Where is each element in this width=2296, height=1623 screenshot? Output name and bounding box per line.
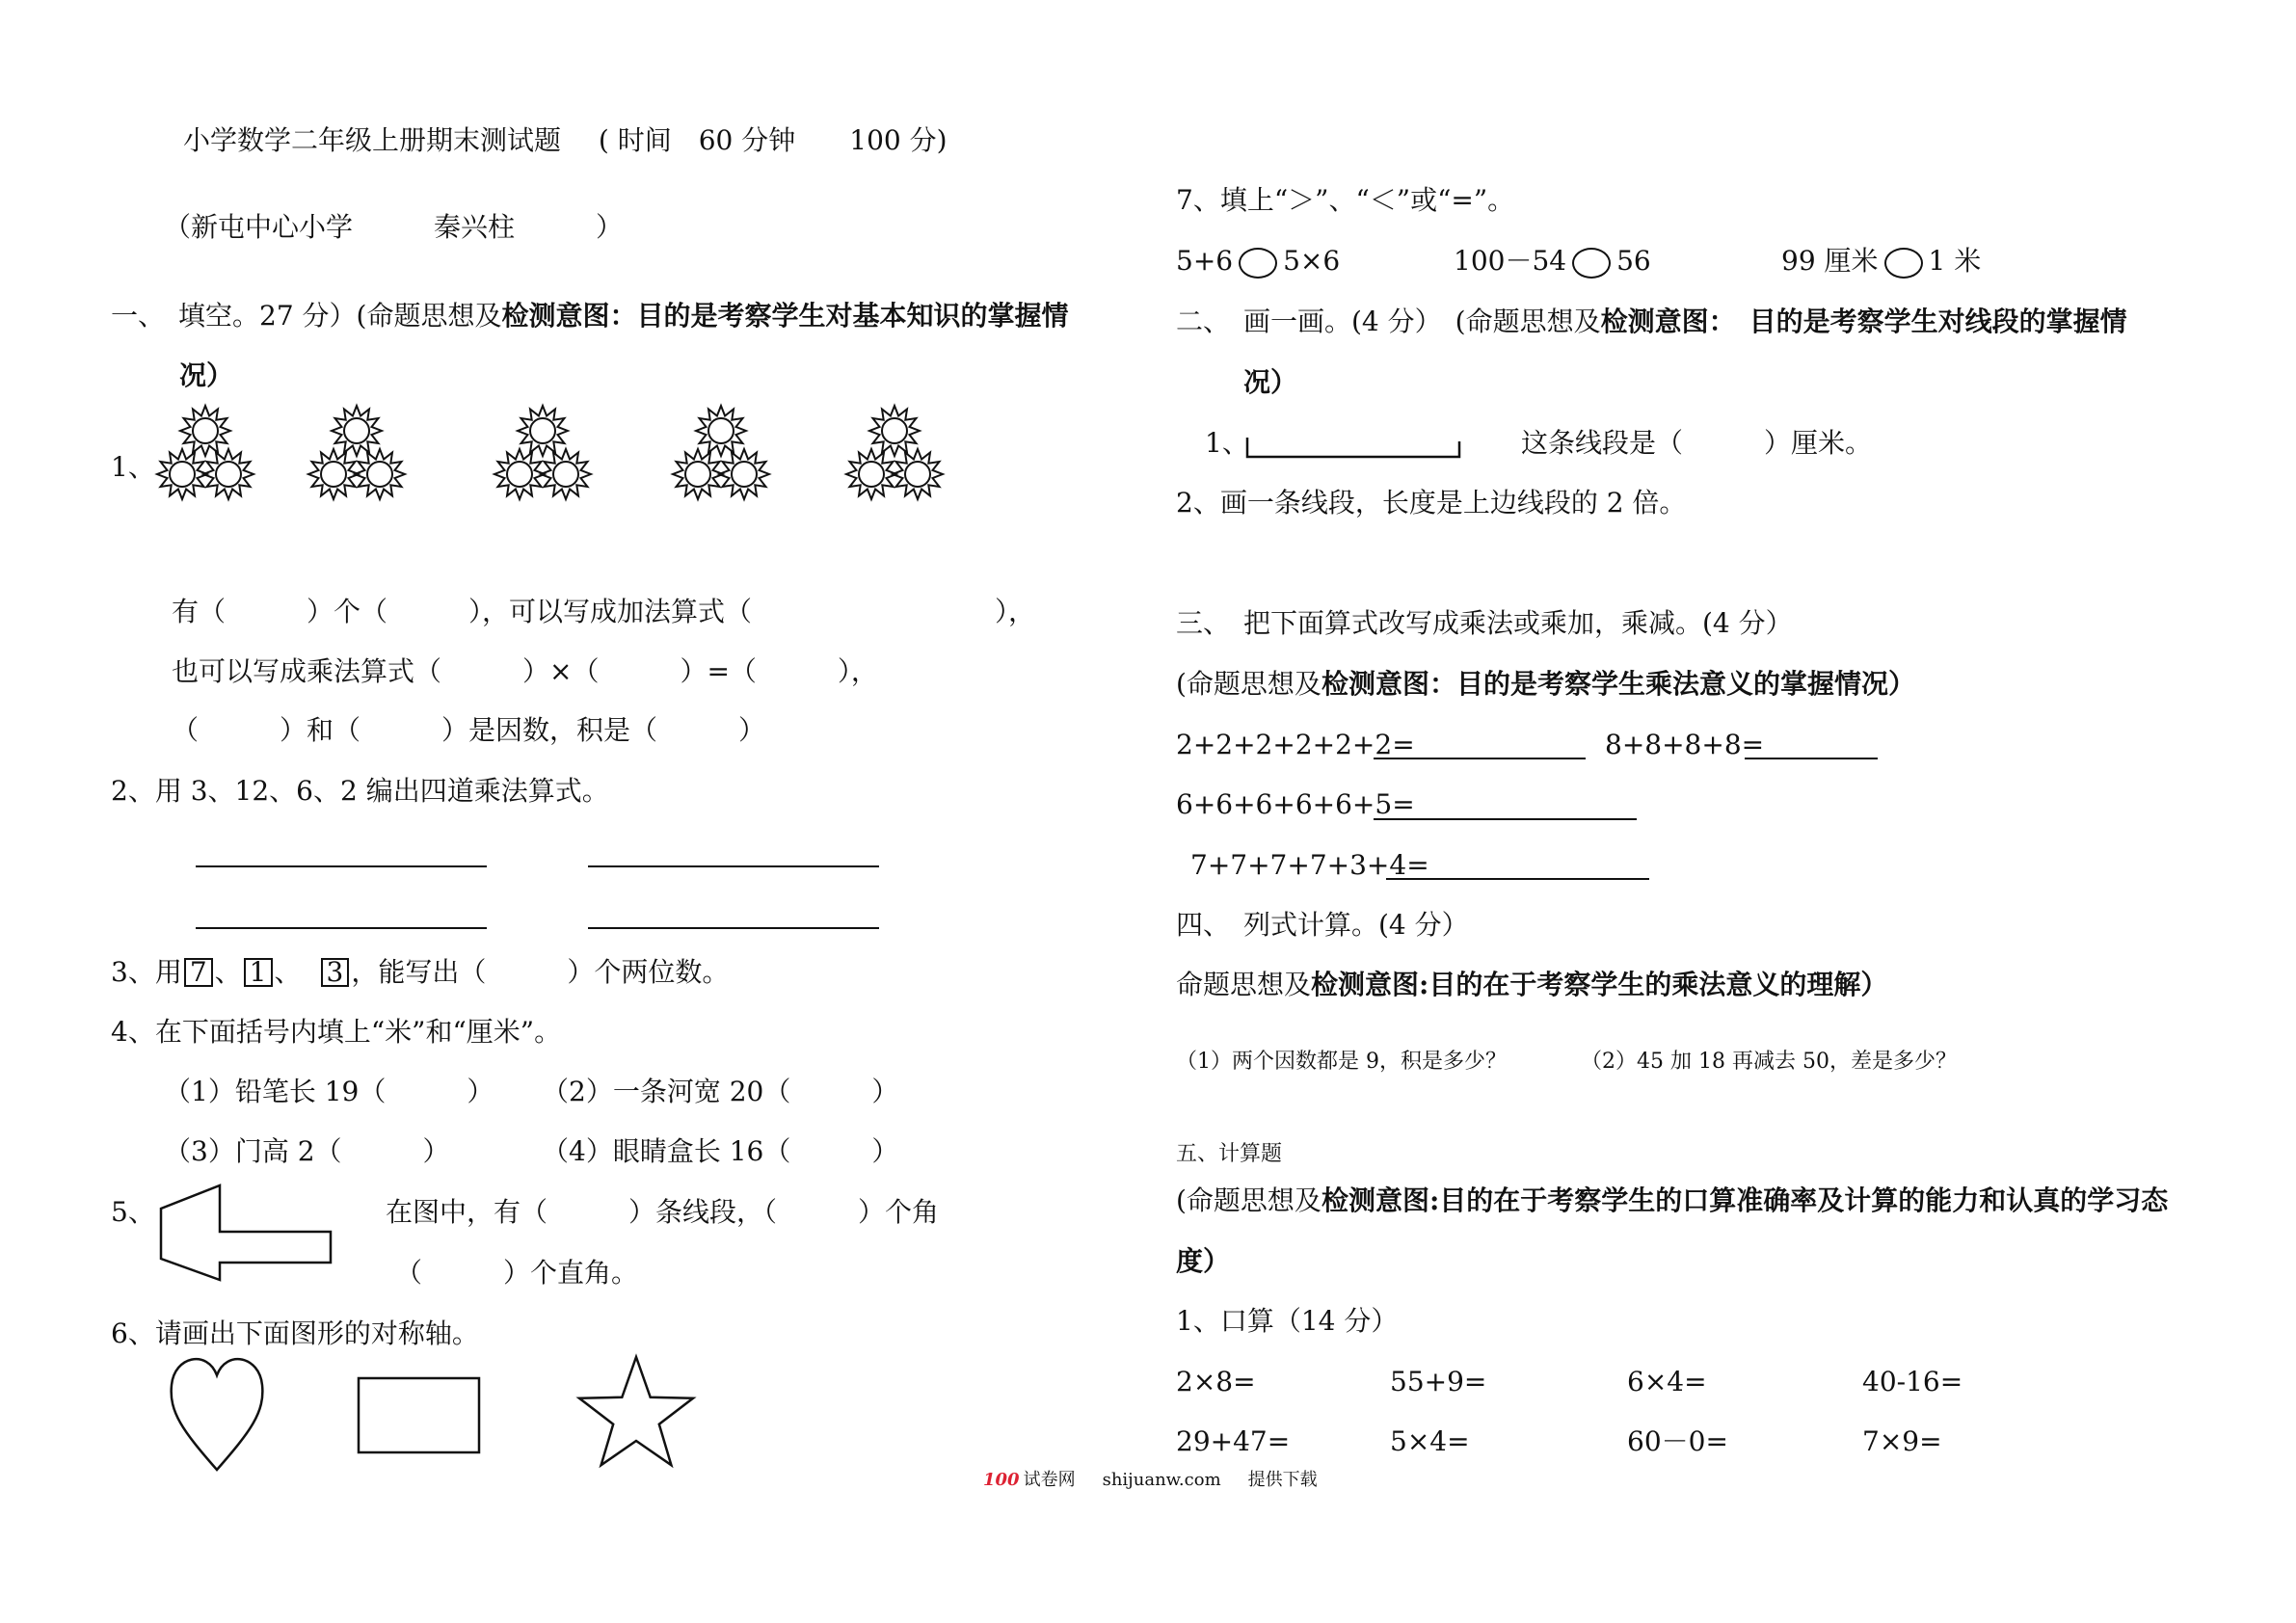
section-1-heading-bold: 检测意图：目的是考察学生对基本知识的掌握情: [501, 300, 1069, 332]
q1-line-2: 也可以写成乘法算式（ ）×（ ）=（ ），: [172, 655, 878, 687]
s3-expression-3: 6+6+6+6+6+5=: [1176, 788, 1415, 820]
calc-item: 29+47=: [1176, 1425, 1291, 1457]
sun-icon: [696, 406, 746, 456]
site-logo: 100: [983, 1470, 1020, 1490]
section-3-heading: 三、 把下面算式改写成乘法或乘加，乘减。(4 分）: [1176, 607, 1793, 639]
section-5-note-bold: 检测意图:目的在于考察学生的口算准确率及计算的能力和认真的学习态: [1321, 1184, 2169, 1216]
sun-icon: [869, 406, 920, 456]
q5-line-2: （ ）个直角。: [395, 1257, 639, 1289]
q7-compare-b: [1454, 242, 1651, 280]
s3-expression-2: 8+8+8+8=: [1605, 729, 1765, 760]
section-2-heading-text: 二、 画一画。(4 分） (命题思想及: [1176, 306, 1601, 337]
q4-item-d: （4）眼睛盒长 16（ ）: [542, 1135, 899, 1167]
sun-icon: [308, 449, 359, 499]
school-line: （新屯中心小学 秦兴柱 ）: [164, 211, 624, 243]
answer-line[interactable]: [1745, 758, 1878, 759]
sun-icon: [180, 406, 230, 456]
answer-line[interactable]: [588, 927, 879, 929]
s4-question-1: （1）两个因数都是 9，积是多少？: [1176, 1050, 1507, 1074]
s3-expression-4: 7+7+7+7+3+4=: [1190, 849, 1429, 881]
q1-line-3: （ ）和（ ）是因数，积是（ ）: [172, 714, 766, 746]
answer-line[interactable]: [1386, 878, 1649, 880]
q5-line-1: 在图中，有（ ）条线段，（ ）个角: [386, 1196, 940, 1228]
section-5-note-cont: 度）: [1176, 1245, 1231, 1277]
calc-item: 55+9=: [1390, 1366, 1487, 1397]
title-text: 小学数学二年级上册期末测试题: [183, 124, 562, 156]
left-column: [0, 0, 1147, 1623]
section-1-heading-text: 一、 填空。27 分）(命题思想及: [111, 300, 502, 332]
compare-oval[interactable]: [1572, 248, 1611, 279]
q7-text: 7、填上“＞”、“＜”或“=”。: [1176, 184, 1515, 216]
section-4-note-bold: 检测意图:目的在于考察学生的乘法意义的理解）: [1311, 969, 1888, 1000]
section-2-heading-bold: 检测意图： 目的是考察学生对线段的掌握情: [1600, 306, 2127, 337]
q7-compare-a: [1176, 242, 1340, 280]
q4-item-b: （2）一条河宽 20（ ）: [542, 1076, 899, 1107]
digit-card: 3: [321, 958, 350, 987]
symmetry-shapes-figure: [164, 1344, 742, 1479]
section-3-note: [1176, 665, 1915, 704]
section-2-heading: [1176, 303, 2127, 341]
section-3-note-prefix: (命题思想及: [1176, 668, 1322, 700]
download-note: 提供下载: [1247, 1470, 1318, 1490]
q6-text: 6、请画出下面图形的对称轴。: [111, 1317, 479, 1349]
sun-icon: [518, 406, 568, 456]
calc-item: 40-16=: [1862, 1366, 1963, 1397]
q4-item-a: （1）铅笔长 19（ ）: [164, 1076, 494, 1107]
section-3-note-bold: 检测意图：目的是考察学生乘法意义的掌握情况）: [1321, 668, 1915, 700]
digit-card: 7: [184, 958, 213, 987]
q3-text: [111, 953, 729, 992]
time-info: ( 时间 60 分钟 100 分): [598, 124, 948, 156]
heart-shape: [172, 1359, 263, 1470]
line-segment-figure: [1245, 434, 1467, 463]
sun-icon: [494, 449, 545, 499]
digit-card: 1: [244, 958, 273, 987]
sun-icon: [719, 449, 769, 499]
sun-icon: [893, 449, 943, 499]
calc-item: 5×4=: [1390, 1425, 1470, 1457]
s2-q2-text: 2、画一条线段，长度是上边线段的 2 倍。: [1176, 487, 1687, 519]
s2-q1-label: 1、: [1205, 427, 1249, 459]
compare-oval[interactable]: [1884, 248, 1923, 279]
section-5-heading: 五、计算题: [1176, 1142, 1283, 1166]
q3-separator: 、: [214, 956, 242, 988]
compare-right: 5×6: [1283, 245, 1341, 277]
q3-suffix: ，能写出（ ）个两位数。: [351, 956, 730, 988]
s2-q1-text: 这条线段是（ ）厘米。: [1521, 427, 1873, 459]
compare-right: 56: [1616, 245, 1651, 277]
sun-icon: [355, 449, 405, 499]
arrow-shape-figure: [159, 1184, 342, 1290]
section-1-heading: [111, 297, 1068, 335]
s4-question-2: （2）45 加 18 再减去 50，差是多少？: [1581, 1050, 1957, 1074]
answer-line[interactable]: [196, 865, 487, 867]
q3-prefix: 3、用: [111, 956, 182, 988]
section-4-heading: 四、 列式计算。(4 分）: [1176, 909, 1469, 941]
q2-text: 2、用 3、12、6、2 编出四道乘法算式。: [111, 775, 609, 807]
answer-line[interactable]: [1374, 758, 1586, 759]
q4-text: 4、在下面括号内填上“米”和“厘米”。: [111, 1016, 562, 1048]
sun-icon: [673, 449, 723, 499]
q4-item-c: （3）门高 2（ ）: [164, 1135, 450, 1167]
compare-left: 99 厘米: [1781, 245, 1879, 277]
s3-expression-1: 2+2+2+2+2+2=: [1176, 729, 1415, 760]
sun-icon: [157, 449, 207, 499]
footer-watermark: [983, 1467, 1345, 1494]
q1-label: 1、: [111, 451, 155, 483]
section-5-note-prefix: (命题思想及: [1176, 1184, 1322, 1216]
site-url: shijuanw.com: [1102, 1470, 1221, 1490]
star-shape: [579, 1357, 693, 1465]
compare-left: 5+6: [1176, 245, 1234, 277]
section-2-heading-cont: 况）: [1243, 366, 1298, 398]
answer-line[interactable]: [1374, 818, 1637, 820]
q1-line-1: 有（ ）个（ ），可以写成加法算式（ ），: [172, 596, 1036, 627]
right-column: [1147, 0, 2296, 1623]
q3-separator: 、: [274, 956, 302, 988]
calc-item: 60－0=: [1627, 1425, 1728, 1457]
site-name: 试卷网: [1023, 1470, 1076, 1490]
section-1-heading-cont: 况）: [179, 359, 234, 391]
answer-line[interactable]: [196, 927, 487, 929]
section-5-note: [1176, 1182, 2168, 1220]
rectangle-shape: [359, 1378, 479, 1452]
q5-label: 5、: [111, 1196, 155, 1228]
calc-item: 7×9=: [1862, 1425, 1942, 1457]
compare-right: 1 米: [1928, 245, 1982, 277]
section-4-note-prefix: 命题思想及: [1176, 969, 1312, 1000]
sun-icon: [332, 406, 382, 456]
calc-item: 6×4=: [1627, 1366, 1707, 1397]
page-title: [183, 121, 948, 160]
s5-question-1: 1、口算（14 分）: [1176, 1305, 1399, 1337]
q7-compare-c: [1781, 242, 1981, 280]
compare-oval[interactable]: [1239, 248, 1277, 279]
sun-groups-figure: [0, 395, 1147, 511]
answer-line[interactable]: [588, 865, 879, 867]
compare-left: 100－54: [1454, 245, 1567, 277]
sun-icon: [541, 449, 591, 499]
calc-item: 2×8=: [1176, 1366, 1256, 1397]
sun-icon: [846, 449, 896, 499]
sun-icon: [203, 449, 254, 499]
section-4-note: [1176, 966, 1887, 1004]
